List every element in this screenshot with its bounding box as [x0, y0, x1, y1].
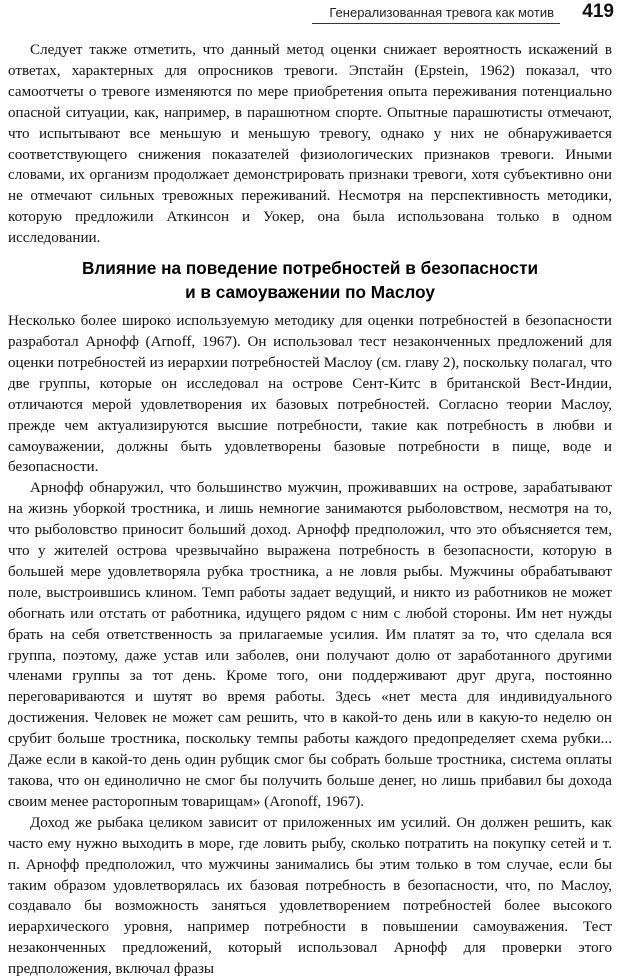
- paragraph-epstein: Следует также отметить, что данный метод оценки снижает вероятность искажений в ответах, характерных для опросников тревоги. Эпстайн (Epstein, 1962) показал, что самоотчеты о тревоге изменяются по мере приобретения опыта переживания потенциально опасной ситуации, как, например, в парашютном спорте. Опытные парашютисты отмечают, что испытывают все меньшую и меньшую тревогу, однако у них не обнаруживается соответствующего снижения показателей физиологических признаков тревоги. Иными словами, их организм продолжает демонстрировать признаки тревоги, хотя субъективно они не отмечают сильных тревожных переживаний. Несмотря на перспективность методики, которую предложили Аткинсон и Уокер, она была использована только в одном исследовании.: [8, 42, 612, 247]
- page-body: [8, 40, 612, 980]
- paragraph-cane-cutters: Арнофф обнаружил, что большинство мужчин, проживавших на острове, зарабатывают на жизнь уборкой тростника, и лишь немногие занимаются рыболовством, несмотря на то, что рыболовство приносит больший доход. Арнофф предположил, что это объясняется тем, что у жителей острова чрезвычайно выражена потребность в безопасности, которую в большей мере удовлетворяла рубка тростника, а не ловля рыбы. Мужчины обрабатывают поле, выстроившись клином. Темп работы задает ведущий, и никто из работников не может обогнать или отстать от работника, идущего рядом с ним с любой стороны. Им нет нужды брать на себя ответственность за прилагаемые усилия. Им платят за то, что сделала вся группа, поэтому, даже устав или заболев, они получают долю от заработанного другими членами группы за тот день. Кроме того, они поддерживают друг друга, постоянно переговариваются и шутят во время работы. Здесь «нет места для индивидуального достижения. Человек не может сам решить, что в какой-то день или в какую-то неделю он срубит больше тростника, поскольку темпы работы каждого предопределяет схема рубки... Даже если в какой-то день один рубщик смог бы собрать больше тростника, система оплаты такова, что он единолично не смог бы получить больше денег, но лишь прибавил бы дохода своим менее расторопным товарищам» (Aronoff, 1967).: [8, 480, 612, 810]
- paragraph-fishermen: Доход же рыбака целиком зависит от приложенных им усилий. Он должен решить, как часто ему нужно выходить в море, где ловить рыбу, сколько потратить на покупку сетей и т. п. Арнофф предположил, что мужчины занимались бы этим только в том случае, если бы таким образом удовлетворялась их базовая потребность в безопасности, что, по Маслоу, создавало бы возможность заняться удовлетворением потребностей более высокого иерархического уровня, например потребности в повышении самоуважения. Тест незаконченных предложений, который использовал Арнофф для проверки этого предположения, включал фразы: [8, 814, 612, 978]
- paragraph-arnoff-method: Несколько более широко используемую методику для оценки потребностей в безопасности разработал Арнофф (Arnoff, 1967). Он использовал тест незаконченных предложений для оценки потребностей из иерархии потребностей Маслоу (см. главу 2), поскольку полагал, что две группы, которые он исследовал на острове Сент-Китс в британской Вест-Индии, отличаются мерой удовлетворения их базовых потребностей. Согласно теории Маслоу, прежде чем актуализируются высшие потребности, такие как потребность в любви и самоуважении, должны быть удовлетворены базовые потребности в пище, воде и безопасности.: [8, 313, 612, 476]
- running-title: Генерализованная тревога как мотив: [329, 5, 554, 20]
- section-heading-line-1: Влияние на поведение потребностей в безопасности: [81, 258, 539, 279]
- page-number: 419: [582, 1, 614, 22]
- section-heading-line-2: и в самоуважении по Маслоу: [185, 282, 435, 303]
- section-heading: [8, 256, 612, 304]
- page-header: [0, 0, 620, 28]
- header-rule: [312, 23, 560, 24]
